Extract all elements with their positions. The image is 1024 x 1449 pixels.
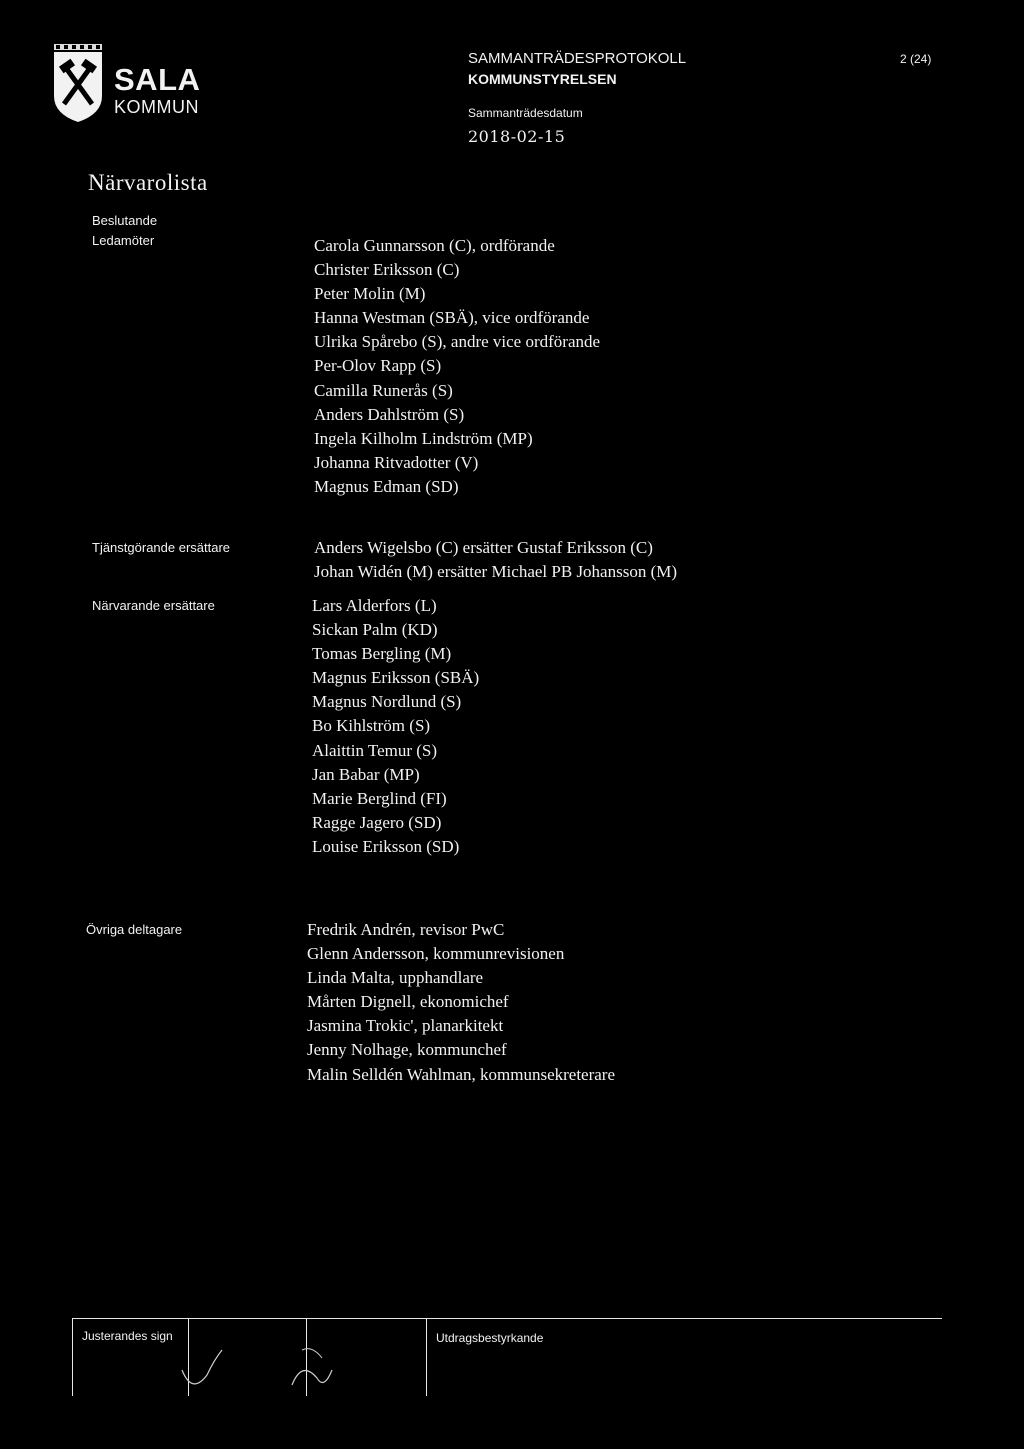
list-item: Johan Widén (M) ersätter Michael PB Johansson (M) <box>314 562 678 582</box>
tjanstgorande-label: Tjänstgörande ersättare <box>92 540 231 555</box>
list-item: Magnus Nordlund (S) <box>312 692 462 712</box>
section-sublabel: Ledamöter <box>92 233 155 248</box>
list-item: Sickan Palm (KD) <box>312 620 438 640</box>
utdragsbestyrkande-label: Utdragsbestyrkande <box>436 1331 544 1345</box>
list-item: Christer Eriksson (C) <box>314 260 460 280</box>
ovriga-list <box>307 918 615 1087</box>
list-item: Anders Wigelsbo (C) ersätter Gustaf Eriksson (C) <box>314 538 653 557</box>
ovriga-label: Övriga deltagare <box>86 922 183 937</box>
date-label: Sammanträdesdatum <box>468 106 583 120</box>
list-item: Jasmina Trokic', planarkitekt <box>307 1016 504 1036</box>
list-item: Jenny Nolhage, kommunchef <box>307 1040 507 1060</box>
list-item: Marie Berglind (FI) <box>312 788 447 808</box>
list-item: Mårten Dignell, ekonomichef <box>307 992 509 1012</box>
page-title: Närvarolista <box>88 170 208 195</box>
list-item: Magnus Eriksson (SBÄ) <box>312 668 480 688</box>
list-item: Per-Olov Rapp (S) <box>314 356 442 376</box>
list-item: Carola Gunnarsson (C), ordförande <box>314 236 555 255</box>
meeting-date: 2018-02-15 <box>468 127 566 146</box>
beslutande-list <box>314 234 600 499</box>
list-item: Ingela Kilholm Lindström (MP) <box>314 428 533 448</box>
list-item: Malin Selldén Wahlman, kommunsekreterare <box>307 1064 616 1084</box>
list-item: Louise Eriksson (SD) <box>312 836 460 856</box>
list-item: Magnus Edman (SD) <box>314 476 459 496</box>
list-item: Peter Molin (M) <box>314 284 426 304</box>
page-number: 2 (24) <box>900 52 932 66</box>
kommun-logo <box>52 44 292 134</box>
crossed-hammers-icon <box>52 44 104 124</box>
list-item: Glenn Andersson, kommunrevisionen <box>307 944 565 964</box>
logo-name: SALA <box>114 62 201 97</box>
list-item: Tomas Bergling (M) <box>312 644 452 664</box>
logo-sub: KOMMUN <box>114 97 199 117</box>
justerandes-sign-label: Justerandes sign <box>82 1329 173 1343</box>
list-item: Linda Malta, upphandlare <box>307 968 484 988</box>
list-item: Lars Alderfors (L) <box>312 596 437 615</box>
beslutande-label <box>92 211 157 251</box>
handwritten-signature <box>152 1340 372 1400</box>
document-header <box>468 49 686 147</box>
list-item: Camilla Runerås (S) <box>314 380 453 400</box>
list-item: Fredrik Andrén, revisor PwC <box>307 920 505 939</box>
list-item: Jan Babar (MP) <box>312 764 420 784</box>
list-item: Bo Kihlström (S) <box>312 716 431 736</box>
document-type: SAMMANTRÄDESPROTOKOLL <box>468 50 687 67</box>
list-item: Johanna Ritvadotter (V) <box>314 452 479 472</box>
committee-name: KOMMUNSTYRELSEN <box>468 71 617 87</box>
tjanstgorande-list <box>314 536 677 584</box>
list-item: Alaittin Temur (S) <box>312 740 438 760</box>
narvarande-label: Närvarande ersättare <box>92 598 215 613</box>
list-item: Ulrika Spårebo (S), andre vice ordförande <box>314 332 601 352</box>
narvarande-list <box>312 594 479 859</box>
list-item: Ragge Jagero (SD) <box>312 812 442 832</box>
list-item: Anders Dahlström (S) <box>314 404 465 424</box>
section-label: Beslutande <box>92 213 158 228</box>
list-item: Hanna Westman (SBÄ), vice ordförande <box>314 308 590 328</box>
signature-footer <box>72 1318 942 1396</box>
